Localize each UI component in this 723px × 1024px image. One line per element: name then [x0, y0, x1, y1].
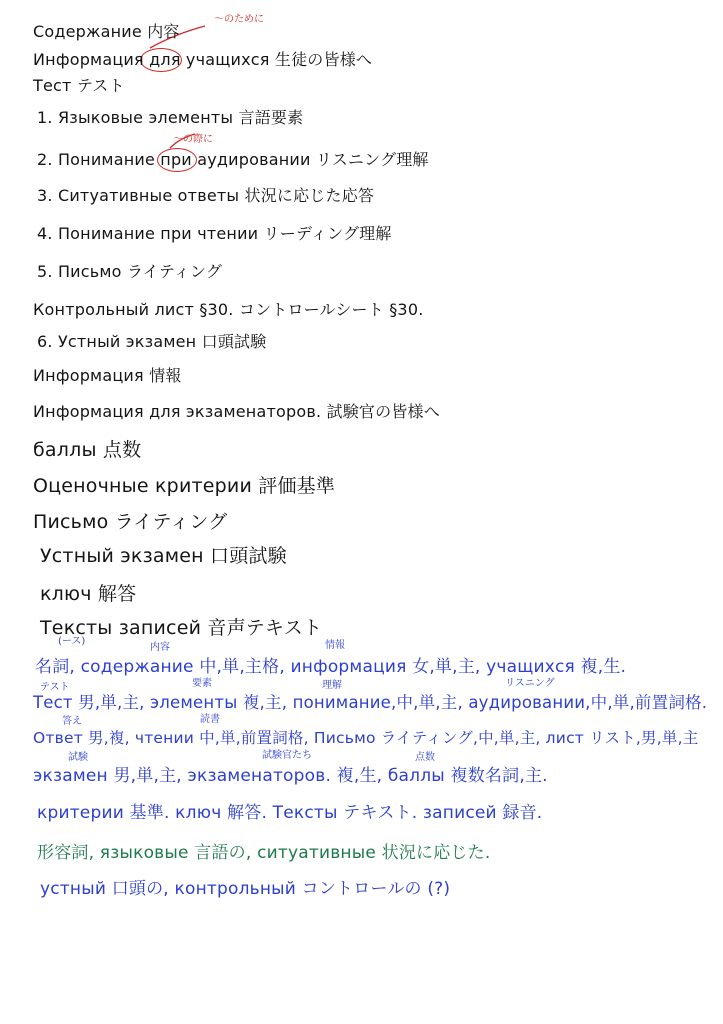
line-nouns-2: Тест 男,単,主, элементы 複,主, понимание,中,単,主, аудировании,中,単,前置詞格.: [33, 693, 708, 712]
ruby-b1-r3: 情報: [325, 640, 345, 651]
line-situational: 3. Ситуативные ответы 状況に応じた応答: [37, 186, 375, 205]
ruby-b3-r1: 答え: [62, 716, 82, 727]
line-reading: 4. Понимание при чтении リーディング理解: [37, 224, 392, 243]
line-info-examiners: Информация для экзаменаторов. 試験官の皆様へ: [33, 402, 440, 421]
ruby-b1-r2: 内容: [150, 642, 170, 653]
line-key: ключ 解答: [40, 583, 137, 605]
line-writing-2: Письмо ライティング: [33, 511, 228, 533]
line-oral-exam-2: Устный экзамен 口頭試験: [40, 545, 287, 567]
ruby-b4-r2: 試験官たち: [262, 750, 312, 761]
ruby-b4-r3: 点数: [415, 752, 435, 763]
red-note-for: 〜のために: [214, 14, 264, 25]
line-nouns-5: критерии 基準. ключ 解答. Тексты テキスト. записей 録音.: [37, 803, 543, 823]
ruby-b2-r3: 理解: [322, 680, 342, 691]
line-language-elements: 1. Языковые элементы 言語要素: [37, 108, 304, 127]
ruby-b3-r2: 読書: [200, 714, 220, 725]
ruby-b2-r4: リスニング: [505, 678, 555, 689]
line-contents: Содержание 内容: [33, 22, 180, 41]
line-control-sheet: Контрольный лист §30. コントロールシート §30.: [33, 300, 424, 319]
ruby-b1-r1: (ース): [58, 636, 86, 647]
line-points: баллы 点数: [33, 439, 142, 461]
line-nouns-4: экзамен 男,単,主, экзаменаторов. 複,生, баллы 複数名詞,主.: [33, 766, 548, 786]
ruby-b2-r1: テスト: [40, 682, 70, 693]
line-information: Информация 情報: [33, 366, 182, 385]
ruby-b2-r2: 要素: [192, 678, 212, 689]
ruby-b4-r1: 試験: [68, 752, 88, 763]
red-note-during: 〜の際に: [173, 134, 213, 145]
line-info-students: Информация для учащихся 生徒の皆様へ: [33, 50, 373, 69]
line-writing: 5. Письмо ライティング: [37, 262, 223, 281]
line-nouns-1: 名詞, содержание 中,単,主格, информация 女,単,主, учащихся 複,生.: [35, 657, 627, 677]
line-adjectives: 形容詞, языковые 言語の, ситуативные 状況に応じた.: [37, 843, 491, 863]
line-nouns-3: Ответ 男,複, чтении 中,単,前置詞格, Письмо ライティング,中,単,主, лист リスト,男,単,主: [33, 729, 699, 747]
line-adjectives-2: устный 口頭の, контрольный コントロールの (?): [40, 879, 451, 899]
line-criteria: Оценочные критерии 評価基準: [33, 475, 336, 497]
line-listening: 2. Понимание при аудировании リスニング理解: [37, 150, 429, 169]
line-oral-exam: 6. Устный экзамен 口頭試験: [37, 332, 267, 351]
line-test: Тест テスト: [33, 76, 125, 95]
line-recording-texts: Тексты записей 音声テキスト: [40, 617, 323, 639]
